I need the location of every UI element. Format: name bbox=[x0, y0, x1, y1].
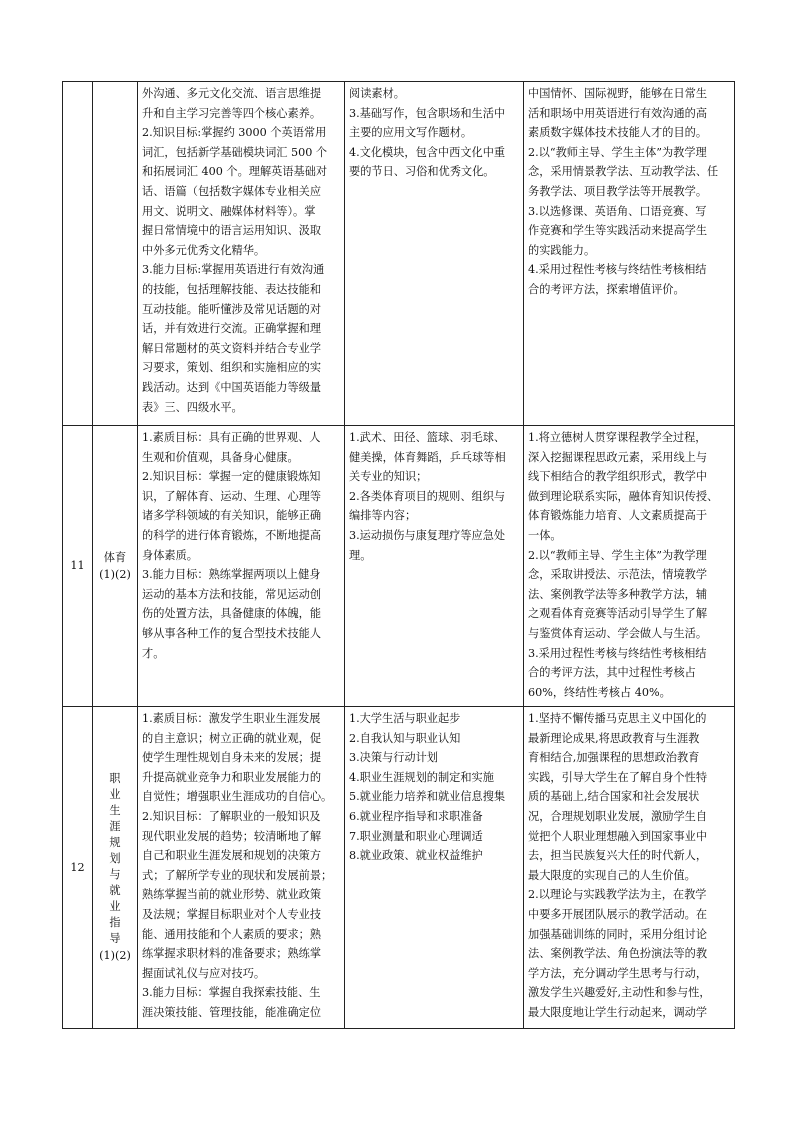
text-line: 作竞赛和学生等实践活动来提高学生 bbox=[528, 224, 708, 238]
text-line: 8.就业政策、就业权益维护 bbox=[349, 849, 483, 863]
text-line: 学方法，充分调动学生思考与行动， bbox=[528, 966, 708, 980]
text-line: 2.知识目标:掌握约 3000 个英语常用 bbox=[142, 126, 327, 140]
text-line: 2.各类体育项目的规则、组织与 bbox=[349, 489, 506, 503]
course-objectives bbox=[138, 82, 345, 426]
text-line: 运动的基本方法和技能，常见运动创 bbox=[142, 587, 322, 601]
text-line: 3.采用过程性考核与终结性考核相结 bbox=[528, 646, 707, 660]
text-line: 词汇，包括新学基础模块词汇 500 个 bbox=[142, 145, 328, 159]
text-line: 诸多学科领域的有关知识，能够正确 bbox=[142, 509, 322, 523]
text-line: 使学生理性规划自身未来的发展；提 bbox=[142, 751, 322, 765]
text-line: 质的基础上,结合国家和社会发展状 bbox=[528, 790, 700, 804]
text-line: 3.能力目标：掌握自我探索技能、生 bbox=[142, 986, 321, 1000]
text-line: 3.能力目标:掌握用英语进行有效沟通 bbox=[142, 263, 325, 277]
text-line: 3.基础写作，包含职场和生活中 bbox=[349, 106, 506, 120]
text-line: 1.武术、田径、篮球、羽毛球、 bbox=[349, 431, 506, 444]
text-line: 及法规；掌握目标职业对个人专业技 bbox=[142, 907, 322, 921]
course-name bbox=[93, 426, 138, 707]
text-line: 3.决策与行动计划 bbox=[349, 751, 438, 765]
course-row bbox=[63, 82, 735, 426]
text-line: 法、案例教学法等多种教学方法，辅 bbox=[528, 587, 708, 601]
text-line: 2.以理论与实践教学法为主，在教学 bbox=[528, 888, 707, 902]
text-line: 育相结合,加强课程的思想政治教育 bbox=[528, 751, 700, 765]
text-line: 1.素质目标：激发学生职业生涯发展 bbox=[142, 712, 321, 725]
course-contents bbox=[345, 426, 524, 707]
text-line: 1.坚持不懈传播马克思主义中国化的 bbox=[528, 712, 707, 725]
text-line: 最新理论成果,将思政教育与生涯教 bbox=[528, 731, 700, 745]
text-line: 素质数字媒体技术技能人才的目的。 bbox=[528, 126, 708, 140]
text-line: 编排等内容； bbox=[349, 509, 417, 523]
course-name-text: 职业生涯规划与就业指导 bbox=[109, 772, 121, 945]
text-line: 念，采取讲授法、示范法，情境教学 bbox=[528, 568, 708, 582]
course-table-body bbox=[63, 82, 735, 1029]
text-line: 能、通用技能和个人素质的要求；熟 bbox=[142, 927, 322, 941]
text-line: 1.素质目标：具有正确的世界观、人 bbox=[142, 431, 321, 444]
text-line: 合的考评方法，探索增值评价。 bbox=[528, 282, 685, 296]
course-number: 11 bbox=[63, 426, 93, 707]
text-line: 去，担当民族复兴大任的时代新人， bbox=[528, 849, 708, 863]
course-objectives bbox=[138, 426, 345, 707]
course-number: 12 bbox=[63, 707, 93, 1029]
text-line: 互动技能。能听懂涉及常见话题的对 bbox=[142, 302, 322, 316]
course-contents bbox=[345, 707, 524, 1029]
text-line: 涯决策技能、管理技能，能准确定位 bbox=[142, 1005, 322, 1019]
text-line: 6.就业程序指导和求职准备 bbox=[349, 809, 483, 823]
text-line: 解日常题材的英文资料并结合专业学 bbox=[142, 341, 322, 355]
course-name-term: (1)(2) bbox=[99, 949, 131, 962]
text-line: 识，了解体育、运动、生理、心理等 bbox=[142, 489, 322, 503]
course-contents bbox=[345, 82, 524, 426]
course-name-text: 体育 bbox=[103, 551, 127, 564]
text-line: 线下相结合的教学组织形式，教学中 bbox=[528, 470, 708, 484]
course-objectives bbox=[138, 707, 345, 1029]
text-line: 自己和职业生涯发展和规划的决策方 bbox=[142, 849, 322, 863]
text-line: 2.自我认知与职业认知 bbox=[349, 731, 461, 745]
text-line: 阅读素材。 bbox=[349, 87, 405, 100]
course-name bbox=[93, 82, 138, 426]
course-row bbox=[63, 426, 735, 707]
text-line: 实践，引导大学生在了解自身个性特 bbox=[528, 770, 708, 784]
text-line: 身体素质。 bbox=[142, 548, 198, 562]
text-line: 的科学的进行体育锻炼，不断地提高 bbox=[142, 528, 322, 542]
text-line: 现代职业发展的趋势；较清晰地了解 bbox=[142, 829, 322, 843]
course-requirements bbox=[524, 426, 735, 707]
text-line: 用文、说明文、融媒体材料等）。掌 bbox=[142, 204, 316, 218]
text-line: 3.以选修课、英语角、口语竞赛、写 bbox=[528, 204, 707, 218]
text-line: 2.以“教师主导、学生主体”为教学理 bbox=[528, 145, 707, 159]
text-line: 和拓展词汇 400 个。理解英语基础对 bbox=[142, 165, 328, 179]
text-line: 体育锻炼能力培育、人文素质提高于 bbox=[528, 509, 708, 523]
text-line: 自觉性；增强职业生涯成功的自信心。 bbox=[142, 790, 333, 804]
text-line: 最大限度的实现自己的人生价值。 bbox=[528, 868, 696, 882]
text-line: 话、语篇（包括数字媒体专业相关应 bbox=[142, 184, 322, 198]
text-line: 够从事各种工作的复合型技术技能人 bbox=[142, 626, 322, 640]
text-line: 与鉴赏体育运动、学会做人与生活。 bbox=[528, 626, 708, 640]
text-line: 务教学法、项目教学法等开展教学。 bbox=[528, 184, 708, 198]
text-line: 做到理论联系实际，融体育知识传授、 bbox=[528, 489, 719, 503]
text-line: 式；了解所学专业的现状和发展前景； bbox=[142, 868, 333, 882]
text-line: 中要多开展团队展示的教学活动。在 bbox=[528, 907, 708, 921]
text-line: 表》三、四级水平。 bbox=[142, 400, 243, 414]
course-name bbox=[93, 707, 138, 1029]
text-line: 3.能力目标：熟练掌握两项以上健身 bbox=[142, 568, 321, 582]
text-line: 才。 bbox=[142, 646, 165, 660]
text-line: 一体。 bbox=[528, 528, 562, 542]
text-line: 关专业的知识； bbox=[349, 470, 428, 484]
text-line: 觉把个人职业理想融入到国家事业中 bbox=[528, 829, 708, 843]
text-line: 的自主意识；树立正确的就业观，促 bbox=[142, 731, 322, 745]
text-line: 主要的应用文写作题材。 bbox=[349, 126, 473, 140]
text-line: 话，并有效进行交流。正确掌握和理 bbox=[142, 322, 322, 336]
text-line: 练掌握求职材料的准备要求；熟练掌 bbox=[142, 947, 322, 961]
text-line: 况，合理规划职业发展，激励学生自 bbox=[528, 809, 708, 823]
text-line: 健美操，体育舞蹈，乒乓球等相 bbox=[349, 450, 506, 464]
text-line: 合的考评方法，其中过程性考核占 bbox=[528, 666, 696, 680]
text-line: 4.文化模块，包含中西文化中重 bbox=[349, 145, 506, 159]
text-line: 要的节日、习俗和优秀文化。 bbox=[349, 165, 495, 179]
course-requirements bbox=[524, 707, 735, 1029]
text-line: 60%，终结性考核占 40%。 bbox=[528, 685, 671, 699]
text-line: 1.将立德树人贯穿课程教学全过程， bbox=[528, 431, 707, 444]
text-line: 激发学生兴趣爱好,主动性和参与性， bbox=[528, 986, 711, 1000]
text-line: 深入挖掘课程思政元素，采用线上与 bbox=[528, 450, 708, 464]
text-line: 之观看体育竞赛等活动引导学生了解 bbox=[528, 607, 708, 621]
text-line: 熟练掌握当前的就业形势、就业政策 bbox=[142, 888, 322, 902]
text-line: 的技能，包括理解技能、表达技能和 bbox=[142, 282, 322, 296]
course-row bbox=[63, 707, 735, 1029]
text-line: 最大限度地让学生行动起来，调动学 bbox=[528, 1005, 708, 1019]
text-line: 念，采用情景教学法、互动教学法、任 bbox=[528, 165, 719, 179]
text-line: 中外多元优秀文化精华。 bbox=[142, 243, 266, 257]
course-table bbox=[62, 81, 735, 1029]
text-line: 7.职业测量和职业心理调适 bbox=[349, 829, 483, 843]
text-line: 理。 bbox=[349, 548, 372, 562]
course-name-term: (1)(2) bbox=[99, 568, 131, 581]
text-line: 生观和价值观，具备身心健康。 bbox=[142, 450, 299, 464]
text-line: 加强基础训练的同时，采用分组讨论 bbox=[528, 927, 708, 941]
text-line: 2.以“教师主导、学生主体”为教学理 bbox=[528, 548, 707, 562]
text-line: 习要求，策划、组织和实施相应的实 bbox=[142, 361, 322, 375]
text-line: 3.运动损伤与康复理疗等应急处 bbox=[349, 528, 506, 542]
text-line: 2.知识目标：了解职业的一般知识及 bbox=[142, 809, 321, 823]
text-line: 2.知识目标：掌握一定的健康锻炼知 bbox=[142, 470, 321, 484]
course-number bbox=[63, 82, 93, 426]
text-line: 4.职业生涯规划的制定和实施 bbox=[349, 770, 494, 784]
text-line: 升提高就业竞争力和职业发展能力的 bbox=[142, 770, 322, 784]
text-line: 握面试礼仪与应对技巧。 bbox=[142, 966, 266, 980]
text-line: 践活动。达到《中国英语能力等级量 bbox=[142, 380, 322, 394]
text-line: 握日常情境中的语言运用知识、汲取 bbox=[142, 224, 322, 238]
text-line: 的实践能力。 bbox=[528, 243, 596, 257]
text-line: 5.就业能力培养和就业信息搜集 bbox=[349, 790, 506, 804]
text-line: 1.大学生活与职业起步 bbox=[349, 712, 461, 725]
text-line: 法、案例教学法、角色扮演法等的教 bbox=[528, 947, 708, 961]
text-line: 伤的处置方法，具备健康的体魄，能 bbox=[142, 607, 322, 621]
text-line: 4.采用过程性考核与终结性考核相结 bbox=[528, 263, 707, 277]
text-line: 中国情怀、国际视野，能够在日常生 bbox=[528, 87, 708, 100]
text-line: 外沟通、多元文化交流、语言思维提 bbox=[142, 87, 322, 100]
course-requirements bbox=[524, 82, 735, 426]
text-line: 升和自主学习完善等四个核心素养。 bbox=[142, 106, 322, 120]
text-line: 活和职场中用英语进行有效沟通的高 bbox=[528, 106, 708, 120]
